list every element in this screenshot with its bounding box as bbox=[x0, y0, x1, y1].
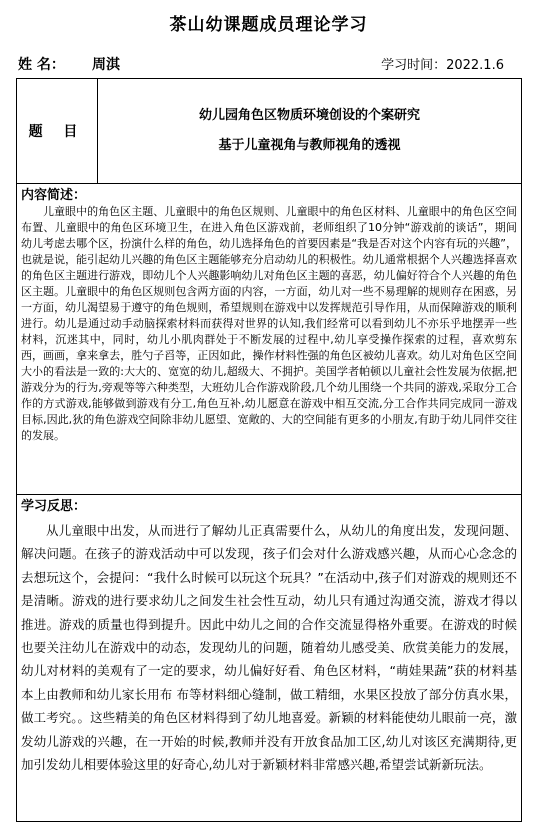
topic-value bbox=[98, 79, 522, 184]
study-time: 学习时间：2022.1.6 bbox=[381, 58, 504, 73]
summary-title: 内容简述： bbox=[21, 188, 87, 203]
topic-row bbox=[17, 79, 522, 184]
summary-section bbox=[17, 184, 522, 495]
info-row bbox=[18, 54, 518, 72]
topic-subtitle: 基于儿童视角与教师视角的透视 bbox=[218, 138, 401, 153]
name-value: 周淇 bbox=[92, 57, 120, 73]
summary-row bbox=[17, 184, 522, 495]
reflection-section bbox=[17, 495, 522, 822]
page-title: 茶山幼课题成员理论学习 bbox=[169, 15, 368, 35]
reflection-row bbox=[17, 495, 522, 822]
topic-title: 幼儿园角色区物质环境创设的个案研究 bbox=[198, 108, 420, 123]
name-label: 姓 名： bbox=[18, 57, 65, 73]
topic-label: 题 目 bbox=[17, 79, 98, 184]
study-sheet-table bbox=[16, 78, 522, 822]
reflection-title: 学习反思： bbox=[21, 499, 87, 514]
summary-body: 儿童眼中的角色区主题、儿童眼中的角色区规则、儿童眼中的角色区材料、儿童眼中的角色区空间布置、儿童眼中的角色区环境卫生，在进入角色区游戏前，老师组织了10分钟“游戏前的谈话”，期间幼儿考虑去哪个区，扮演什么样的角色，幼儿选择角色的首要因素是“我是否对这个内容有玩的兴趣”，也就是说，能引起幼儿兴趣的角色区主题能够充分启动幼儿的积极性。幼儿通常根据个人兴趣选择喜欢的角色区主题进行游戏，即幼儿个人兴趣影响幼儿对角色区主题的喜恶，幼儿偏好符合个人兴趣的角色区主题。儿童眼中的角色区规则包含两方面的内容，一方面，幼儿对一些不易理解的规则存在困惑，另一方面，幼儿渴望易于遵守的角色规则，希望规则在游戏中以发挥规范引导作用，从而保障游戏的顺利进行。幼儿是通过动手动脑探索材料而获得对世界的认知,我们经常可以看到幼儿不亦乐乎地摆弄一些材料，沉迷其中，同时，幼儿小肌肉群处于不断发展的过程中,幼儿享受操作探索的过程，喜欢剪东西，画画，拿来拿去，胜勺子舀等，正因如此，操作材料性强的角色区被幼儿喜欢。幼儿对角色区空间大小的看法是一致的:大大的、宽宽的幼儿,超级大、不拥护。美国学者帕顿以儿童社会性发展为依据,把游戏分为的行为,旁观等等六种类型，大班幼儿合作游戏阶段,几个幼儿围绕一个共同的游戏,采取分工合作的方式游戏,能够做到游戏有分工,角色互补,幼儿愿意在游戏中相互交流,分工合作共同完成同一游戏目标,因此,狄的角色游戏空间除非幼儿愿望、宽敞的、大的空间能有更多的小朋友,有助于幼儿同伴交往的发展。 bbox=[21, 205, 517, 442]
reflection-body: 从儿童眼中出发，从而进行了解幼儿正真需要什么，从幼儿的角度出发，发现问题、解决问题。在孩子的游戏活动中可以发现，孩子们会对什么游戏感兴趣，从而心心念念的去想玩这个，会提问：“我什么时候可以玩这个玩具？”在活动中,孩子们对游戏的规则还不是清晰。游戏的进行要求幼儿之间发生社会性互动，幼儿只有通过沟通交流，游戏才得以推进。游戏的质量也得到提升。因此中幼儿之间的合作交流显得格外重要。在游戏的时候也要关注幼儿在游戏中的动态，发现幼儿的问题，随着幼儿感受美、欣赏美能力的发展，幼儿对材料的美观有了一定的要求，幼儿偏好好看、角色区材料，“萌娃果蔬”获的材料基本上由教师和幼儿家长用布 布等材料细心缝制，做工精细，水果区投放了部分仿真水果，做工考究。。这些精美的角色区材料得到了幼儿地喜爱。新颖的材料能使幼儿眼前一亮，激发幼儿游戏的兴趣，在一开始的时候,教师并没有开放食品加工区,幼儿对该区充满期待,更加引发幼儿相要体验这里的好奇心,幼儿对于新颖材料非常感兴趣,希望尝试新新玩法。 bbox=[21, 523, 517, 773]
